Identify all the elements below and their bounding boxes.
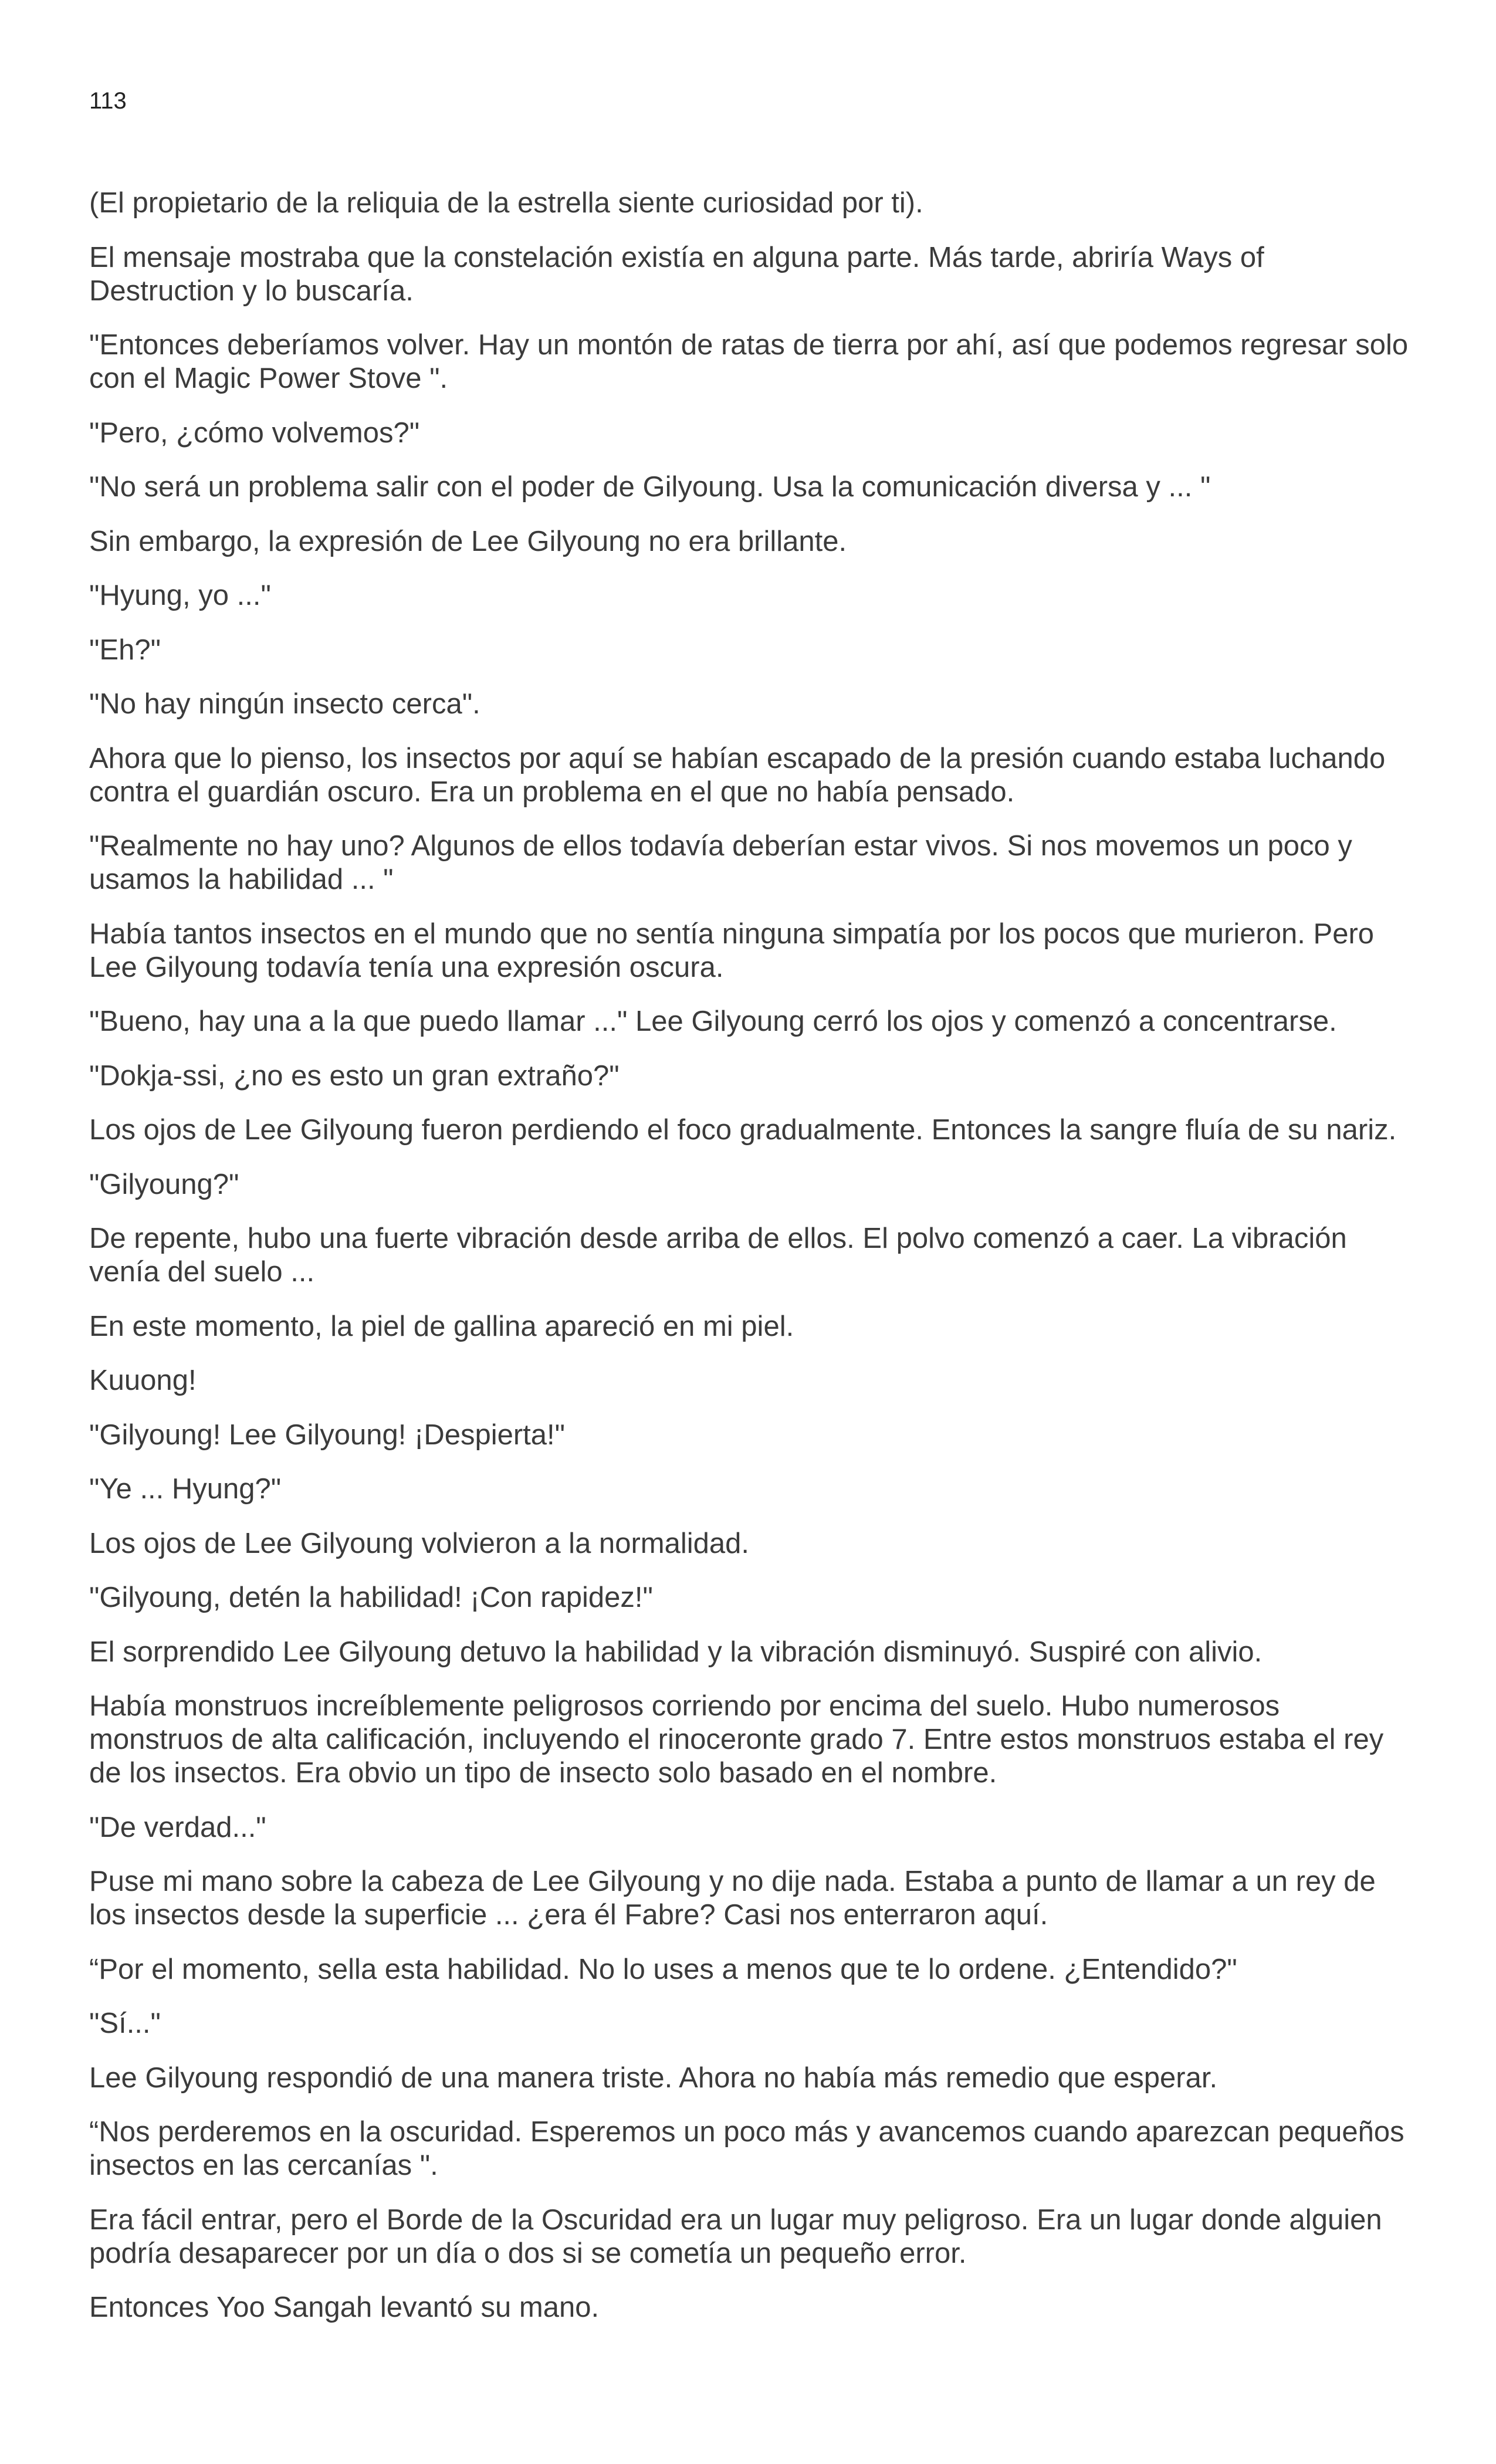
- paragraph: “Por el momento, sella esta habilidad. No lo uses a menos que te lo ordene. ¿Entendido?": [89, 1953, 1237, 1985]
- paragraph: "Gilyoung, detén la habilidad! ¡Con rapidez!": [89, 1582, 653, 1613]
- paragraph: "Hyung, yo ...": [89, 580, 271, 611]
- paragraph: "Bueno, hay una a la que puedo llamar ..." Lee Gilyoung cerró los ojos y comenzó a concentrarse.: [89, 1006, 1337, 1037]
- paragraph: "Realmente no hay uno? Algunos de ellos todavía deberían estar vivos. Si nos movemos un poco y usamos la habilidad ... ": [89, 830, 1352, 895]
- paragraph: Sin embargo, la expresión de Lee Gilyoung no era brillante.: [89, 525, 847, 557]
- paragraph: "Gilyoung?": [89, 1168, 239, 1200]
- paragraph: Los ojos de Lee Gilyoung fueron perdiendo el foco gradualmente. Entonces la sangre fluía de su nariz.: [89, 1114, 1397, 1146]
- paragraph: "Gilyoung! Lee Gilyoung! ¡Despierta!": [89, 1419, 566, 1451]
- paragraph: "Entonces deberíamos volver. Hay un montón de ratas de tierra por ahí, así que podemos regresar solo con el Magic Power Stove ".: [89, 329, 1409, 394]
- paragraph: Era fácil entrar, pero el Borde de la Oscuridad era un lugar muy peligroso. Era un lugar donde alguien podría desaparecer por un día o dos si se cometía un pequeño error.: [89, 2204, 1382, 2269]
- page-number: 113: [89, 88, 127, 114]
- paragraph: En este momento, la piel de gallina apareció en mi piel.: [89, 1310, 794, 1342]
- paragraph: "De verdad...": [89, 1811, 266, 1843]
- paragraph: El mensaje mostraba que la constelación existía en alguna parte. Más tarde, abriría Ways of Destruction y lo buscaría.: [89, 241, 1264, 307]
- paragraph: Entonces Yoo Sangah levantó su mano.: [89, 2292, 600, 2323]
- paragraph: "No será un problema salir con el poder de Gilyoung. Usa la comunicación diversa y ... ": [89, 471, 1211, 503]
- paragraph: De repente, hubo una fuerte vibración desde arriba de ellos. El polvo comenzó a caer. La vibración venía del suelo ...: [89, 1223, 1347, 1288]
- paragraph: Había monstruos increíblemente peligrosos corriendo por encima del suelo. Hubo numerosos monstruos de alta calificación, incluyendo el rinoceronte grado 7. Entre estos monstruos estaba el rey de los insectos. Era obvio un tipo de insecto solo basado en el nombre.: [89, 1690, 1384, 1789]
- paragraph: "Dokja-ssi, ¿no es esto un gran extraño?": [89, 1060, 620, 1092]
- body-text: [89, 187, 1409, 2345]
- paragraph: Puse mi mano sobre la cabeza de Lee Gilyoung y no dije nada. Estaba a punto de llamar a un rey de los insectos desde la superficie ... ¿era él Fabre? Casi nos enterraron aquí.: [89, 1866, 1376, 1931]
- paragraph: Kuuong!: [89, 1365, 197, 1396]
- paragraph: Había tantos insectos en el mundo que no sentía ninguna simpatía por los pocos que murieron. Pero Lee Gilyoung todavía tenía una expresión oscura.: [89, 918, 1375, 983]
- paragraph: Ahora que lo pienso, los insectos por aquí se habían escapado de la presión cuando estaba luchando contra el guardián oscuro. Era un problema en el que no había pensado.: [89, 742, 1386, 808]
- paragraph: "Pero, ¿cómo volvemos?": [89, 417, 420, 449]
- paragraph: "Sí...": [89, 2008, 161, 2039]
- paragraph: “Nos perderemos en la oscuridad. Esperemos un poco más y avancemos cuando aparezcan pequeños insectos en las cercanías ".: [89, 2116, 1404, 2181]
- paragraph: El sorprendido Lee Gilyoung detuvo la habilidad y la vibración disminuyó. Suspiré con alivio.: [89, 1636, 1263, 1668]
- paragraph: Lee Gilyoung respondió de una manera triste. Ahora no había más remedio que esperar.: [89, 2062, 1218, 2094]
- paragraph: "Eh?": [89, 634, 161, 666]
- paragraph: (El propietario de la reliquia de la estrella siente curiosidad por ti).: [89, 187, 923, 219]
- paragraph: "No hay ningún insecto cerca".: [89, 688, 480, 720]
- paragraph: Los ojos de Lee Gilyoung volvieron a la normalidad.: [89, 1527, 749, 1559]
- paragraph: "Ye ... Hyung?": [89, 1473, 282, 1505]
